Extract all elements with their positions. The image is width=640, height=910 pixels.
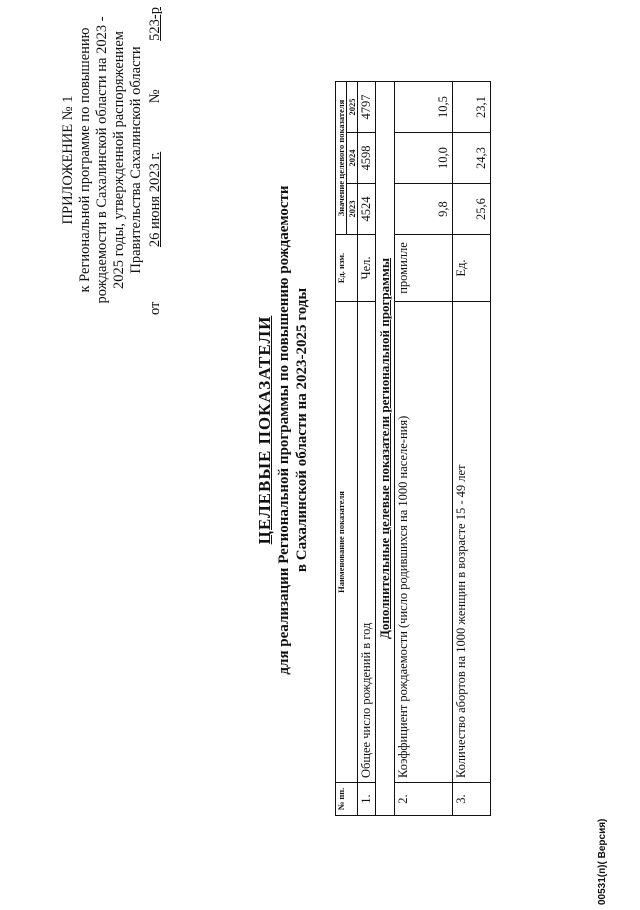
document-title xyxy=(255,120,311,740)
date-prefix: от xyxy=(147,301,163,315)
appendix-line: рождаемости в Сахалинской области на 2023 - xyxy=(94,16,110,304)
title-sub-1: для реализации Региональной программы по повышению рождаемости xyxy=(276,185,292,675)
appendix-number: 523-р xyxy=(147,7,163,41)
number-prefix: № xyxy=(147,89,163,104)
row-value: 9,8 xyxy=(395,184,453,235)
row-value: 24,3 xyxy=(453,133,491,184)
appendix-title: ПРИЛОЖЕНИЕ № 1 xyxy=(60,95,76,225)
row-name: Коэффициент рождаемости (число родившихся на 1000 населе-ния) xyxy=(395,302,453,783)
row-num: 1. xyxy=(358,783,376,816)
header-year-2025: 2025 xyxy=(347,82,358,133)
row-name: Общее число рождений в год xyxy=(358,302,376,783)
header-year-2024: 2024 xyxy=(347,133,358,184)
appendix-block xyxy=(60,5,164,315)
row-value: 25,6 xyxy=(453,184,491,235)
row-unit: Ед. xyxy=(453,235,491,302)
row-num: 2. xyxy=(395,783,453,816)
row-value: 4797 xyxy=(358,82,376,133)
table-row xyxy=(395,82,453,816)
row-value: 4524 xyxy=(358,184,376,235)
table-header-row xyxy=(336,82,347,816)
appendix-date: 26 июня 2023 г. xyxy=(147,151,163,248)
table-row xyxy=(358,82,376,816)
title-sub-2: в Сахалинской области на 2023-2025 годы xyxy=(294,287,310,573)
row-unit: промилле xyxy=(395,235,453,302)
appendix-date-row xyxy=(147,5,164,315)
row-name: Количество абортов на 1000 женщин в возрасте 15 - 49 лет xyxy=(453,302,491,783)
table-section-row xyxy=(376,82,395,816)
appendix-line: Правительства Сахалинской области xyxy=(128,46,144,274)
row-value: 10,5 xyxy=(395,82,453,133)
header-target: Значение целевого показателя xyxy=(336,82,347,235)
header-num: № пп. xyxy=(336,783,358,816)
row-num: 3. xyxy=(453,783,491,816)
appendix-line: к Региональной программе по повышению xyxy=(77,27,93,293)
header-unit: Ед. изм. xyxy=(336,235,358,302)
table-row xyxy=(453,82,491,816)
row-value: 23,1 xyxy=(453,82,491,133)
section-heading: Дополнительные целевые показатели региональной программы xyxy=(376,82,395,816)
header-year-2023: 2023 xyxy=(347,184,358,235)
header-name: Наименование показателя xyxy=(336,302,358,783)
row-value: 10,0 xyxy=(395,133,453,184)
title-main: ЦЕЛЕВЫЕ ПОКАЗАТЕЛИ xyxy=(255,315,274,545)
row-unit: Чел. xyxy=(358,235,376,302)
appendix-line: 2025 годы, утвержденной распоряжением xyxy=(111,31,127,289)
footer-code: 00531(п)( Версия) xyxy=(597,818,608,905)
indicators-table xyxy=(335,81,491,816)
row-value: 4598 xyxy=(358,133,376,184)
